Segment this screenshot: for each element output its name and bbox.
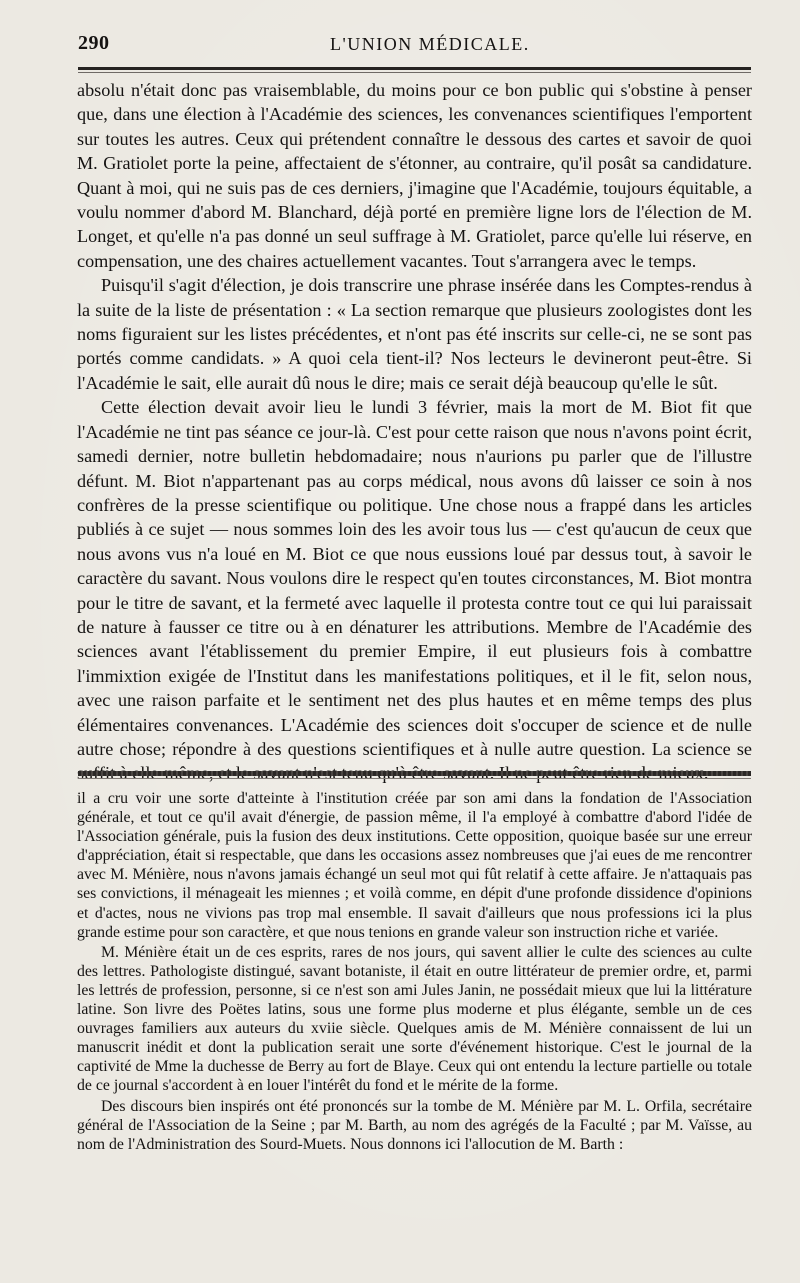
note-paragraph-3: Des discours bien inspirés ont été prononcés sur la tombe de M. Ménière par M. L. Orfila, secrétaire général de l'Association de la Seine ; par M. Barth, au nom des agrégés de la Faculté ; par M. Vaïsse, au nom de l'Administration des Sourd-Muets. Nous donnons ici l'allocution de M. Barth :: [77, 1097, 752, 1153]
header-rule: [78, 67, 751, 70]
feuilleton-text: [77, 789, 752, 1154]
main-paragraph-3: Cette élection devait avoir lieu le lundi 3 février, mais la mort de M. Biot fit que l'Académie ne tint pas séance ce jour-là. C'est pour cette raison que nous n'avons point écrit, samedi dernier, notre bulletin hebdomadaire; nous n'aurions pu parler que de l'illustre défunt. M. Biot n'appartenant pas au corps médical, nous avons dû laisser ce soin à nos confrères de la presse scientifique ou politique. Une chose nous a frappé dans les articles publiés à ce sujet — nous sommes loin des les avoir tous lus — c'est qu'aucun de ceux que nous avons vus n'a loué en M. Biot ce que nous eussions loué par dessus tout, à savoir le caractère du savant. Nous voulons dire le respect qu'en toutes circonstances, M. Biot montra pour le titre de savant, et la fermeté avec laquelle il protesta contre tout ce qui lui paraissait de nature à fausser ce titre ou à en dénaturer les attributions. Membre de l'Académie des sciences avant l'établissement du premier Empire, il eut plusieurs fois à combattre l'immixtion exigée de l'Institut dans les manifestations politiques, et il le fit, selon nous, avec une raison parfaite et le sentiment net des plus hautes et en même temps des plus élémentaires convenances. L'Académie des sciences doit s'occuper de science et de nulle autre chose; répondre à des questions scientifiques et à nulle autre question. La science se: [77, 397, 752, 759]
running-header: [78, 32, 750, 58]
main-paragraph-1: absolu n'était donc pas vraisemblable, du moins pour ce bon public qui s'obstine à penser que, dans une élection à l'Académie des sciences, les convenances scientifiques l'emportent sur toutes les autres. Ceux qui prétendent connaître le dessous des cartes et savoir de quoi M. Gratiolet porte la peine, affectaient de s'étonner, au contraire, qu'il posât sa candidature. Quant à moi, qui ne suis pas de ces derniers, j'imagine que l'Académie, toujours équitable, a voulu nommer d'abord M. Blanchard, déjà porté en première ligne lors de l'élection de M. Longet, et qu'elle n'a pas donné un seul suffrage à M. Gratiolet, parce qu'elle lui réserve, en compensation, une des chaires actuellement vacantes. Tout s'arrangera avec le temps.: [77, 80, 752, 271]
running-title: L'UNION MÉDICALE.: [330, 34, 530, 54]
page-number: 290: [78, 32, 110, 54]
section-separator-rule: [78, 771, 751, 776]
note-paragraph-1: il a cru voir une sorte d'atteinte à l'institution créée par son ami dans la fondation de l'Association générale, et tout ce qu'il avait d'énergie, de passion même, il l'a employé à combattre d'abord l'idée de l'Association générale, puis la fusion des deux institutions. Cette opposition, quoique basée sur une erreur d'appréciation, était si respectable, que dans les occasions assez nombreuses que j'ai eues de me rencontrer avec M. Ménière, nous n'avons jamais échangé un seul mot qui fût relatif à cette affaire. Je n'attaquais pas ses convictions, il ménageait les miennes ; et voilà comme, en dépit d'une profonde dissidence d'opinions et d'actes, nous ne vivions pas trop mal ensemble. Il savait d'ailleurs que nous professions ici la plus grande estime pour son caractère, et que nous tenions en grande valeur son instruction riche et variée.: [77, 790, 752, 941]
main-paragraph-2: Puisqu'il s'agit d'élection, je dois transcrire une phrase insérée dans les Comptes-rendus à la suite de la liste de présentation : « La section remarque que plusieurs zoologistes dont les noms figuraient sur les listes précédentes, et n'ont pas été inscrits sur celle-ci, ne se sont pas portés comme candidats. » A quoi cela tient-il? Nos lecteurs le devineront peut-être. Si l'Académie le sait, elle aurait dû nous le dire; mais ce serait déjà beaucoup qu'elle le sût.: [77, 275, 752, 393]
main-article-text: [77, 78, 752, 786]
header-rule-thin: [78, 72, 751, 73]
section-separator-rule-thin: [78, 778, 751, 779]
note-paragraph-2: M. Ménière était un de ces esprits, rares de nos jours, qui savent allier le culte des sciences au culte des lettres. Pathologiste distingué, savant botaniste, il était en outre littérateur de premier ordre, et, parmi les lettrés de profession, personne, si ce n'est son ami Jules Janin, ne possédait mieux que lui la littérature latine. Son livre des Poëtes latins, sous une forme plus moderne et plus élégante, semble un de ces ouvrages familiers aux auteurs du xviie siècle. Quelques amis de M. Ménière connaissent de lui un manuscrit inédit et dont la publication serait une sorte d'événement historique. C'est le journal de la captivité de Mme la duchesse de Berry au fort de Blaye. Ceux qui ont entendu la lecture partielle ou totale de ce journal s'accordent à en louer l'intérêt du fond et le mérite de la forme.: [77, 943, 752, 1095]
